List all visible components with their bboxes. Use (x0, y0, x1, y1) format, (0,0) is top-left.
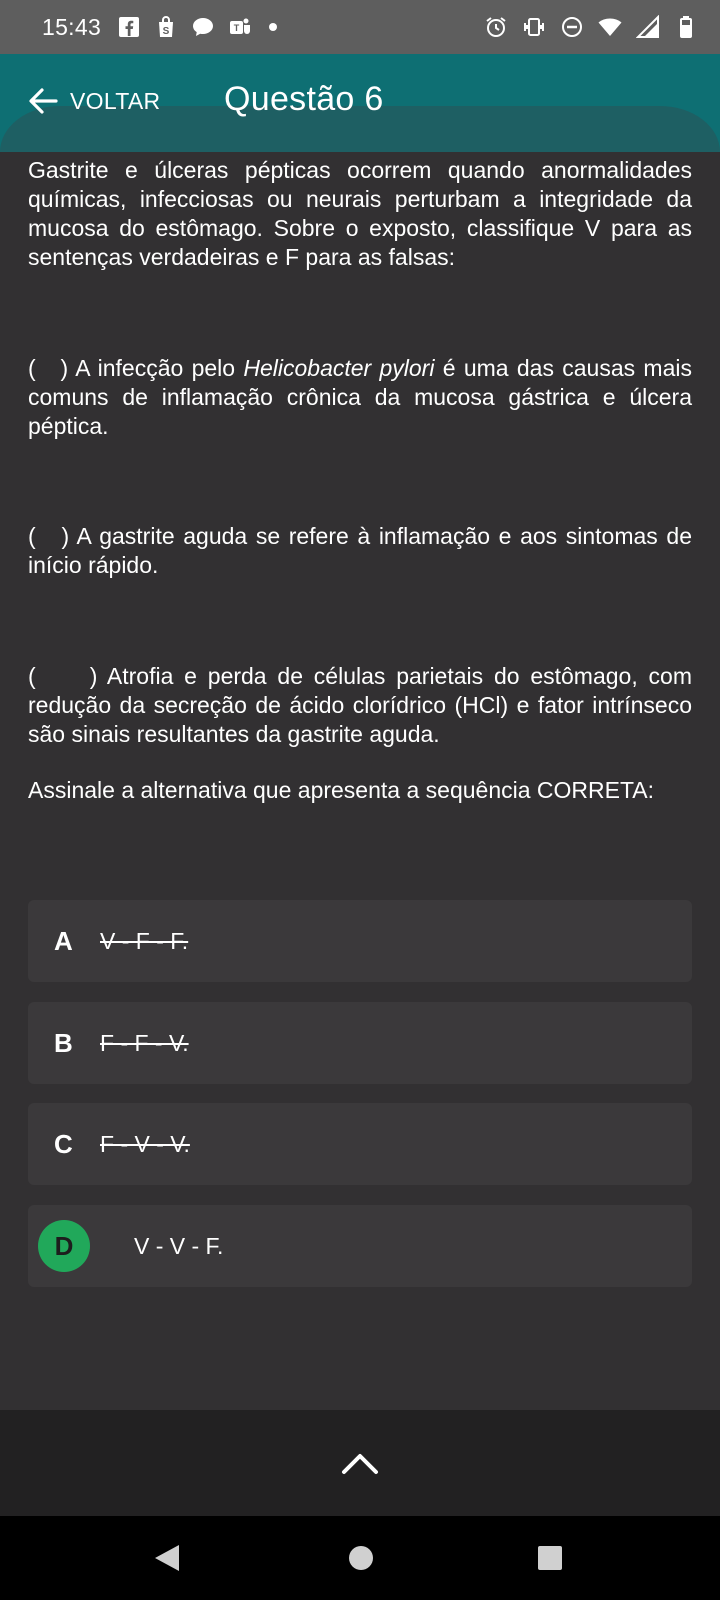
option-letter: C (54, 1128, 73, 1159)
arrow-left-icon (26, 84, 60, 118)
question-intro: Gastrite e úlceras pépticas ocorrem quando anormalidades químicas, infecciosas ou neurais perturbam a integridade da mucosa do estômago. Sobre o exposto, classifique V para as sentenças verdadeiras e F para as falsas: (28, 157, 692, 270)
option-c[interactable] (28, 1103, 692, 1185)
back-button[interactable] (26, 84, 160, 118)
system-icons (484, 15, 698, 39)
vibrate-icon (522, 15, 546, 39)
option-b[interactable] (28, 1002, 692, 1084)
nav-recents-icon[interactable] (537, 1545, 563, 1571)
statement-1-paren: ( ) (28, 355, 69, 381)
teams-icon (228, 15, 252, 39)
bottom-bar (0, 1410, 720, 1516)
statement-2-text: A gastrite aguda se refere à inflamação e aos sintomas de início rápido. (28, 523, 692, 578)
nav-back-icon[interactable] (152, 1542, 182, 1574)
option-a[interactable] (28, 900, 692, 982)
status-time: 15:43 (42, 13, 102, 40)
notification-icons (117, 15, 277, 39)
nav-home-icon[interactable] (348, 1545, 374, 1571)
chevron-up-icon[interactable] (340, 1450, 380, 1476)
status-bar (0, 0, 720, 54)
statement-2 (28, 522, 692, 580)
statement-3-text: Atrofia e perda de células parietais do estômago, com redução da secreção de ácido clorídrico (HCl) e fator intrínseco são sinais resultantes da gastrite aguda. (28, 663, 692, 747)
question-prompt: Assinale a alternativa que apresenta a sequência CORRETA: (28, 777, 655, 803)
option-letter: A (54, 925, 73, 956)
svg-text:S: S (162, 26, 170, 37)
statement-1-after: é uma das causas mais comuns de inflamação crônica da mucosa gástrica e úlcera péptica. (28, 355, 692, 439)
system-nav-bar (0, 1516, 720, 1600)
option-d[interactable] (28, 1205, 692, 1287)
signal-icon (636, 15, 660, 39)
statement-3-paren: ( ) (28, 663, 98, 689)
battery-icon (674, 15, 698, 39)
page-title: Questão 6 (224, 80, 384, 118)
shopping-bag-icon (154, 15, 178, 39)
facebook-icon (117, 15, 141, 39)
option-text: F - V - V. (100, 1130, 190, 1157)
app-header (0, 54, 720, 152)
option-text: V - F - F. (100, 927, 189, 954)
notification-dot (269, 23, 277, 31)
statement-1-before: A infecção pelo (68, 355, 244, 381)
statement-1 (28, 354, 692, 441)
wifi-icon (598, 15, 622, 39)
statement-1-italic: Helicobacter pylori (243, 355, 435, 381)
chat-bubble-icon (191, 15, 215, 39)
option-letter: B (54, 1027, 73, 1058)
statement-2-paren: ( ) (28, 523, 70, 549)
back-label: VOLTAR (70, 87, 161, 114)
selected-option-badge: D (38, 1220, 90, 1272)
svg-text:T: T (233, 23, 240, 33)
option-text: F - F - V. (100, 1029, 189, 1056)
statement-3 (28, 662, 692, 749)
do-not-disturb-icon (560, 15, 584, 39)
alarm-icon (484, 15, 508, 39)
option-text: V - V - F. (134, 1232, 224, 1259)
